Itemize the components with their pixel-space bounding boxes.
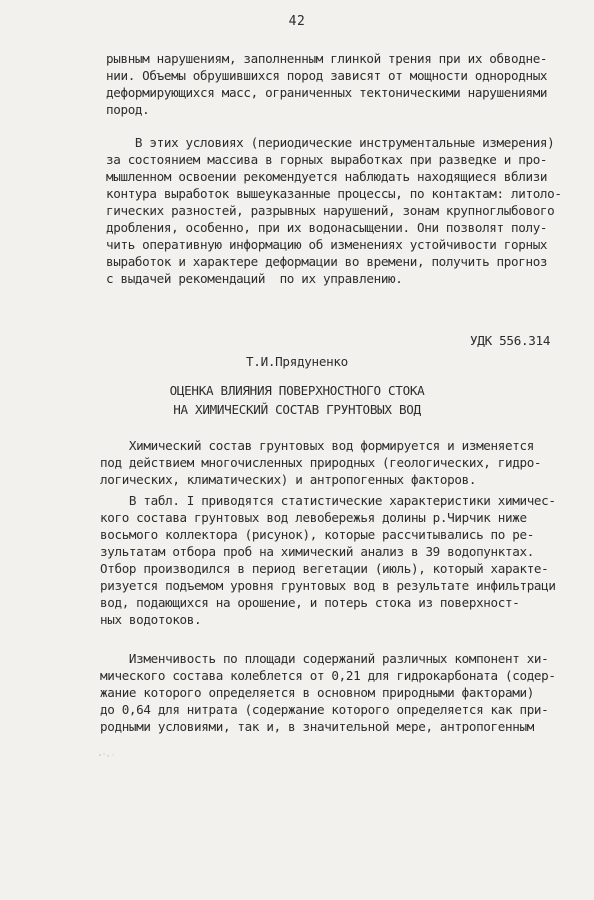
text-line: вод, подающихся на орошение, и потерь стока из поверхност- <box>100 595 520 610</box>
text-line: родными условиями, так и, в значительной мере, антропогенным <box>100 719 534 734</box>
paragraph-monitoring <box>106 134 562 287</box>
paragraph-intro <box>100 437 541 488</box>
text-line: логических, климатических) и антропогенных факторов. <box>100 472 477 487</box>
text-line: Химический состав грунтовых вод формируется и изменяется <box>100 438 534 453</box>
title-line: НА ХИМИЧЕСКИЙ СОСТАВ ГРУНТОВЫХ ВОД <box>173 402 421 417</box>
text-line: чить оперативную информацию об изменениях устойчивости горных <box>106 237 548 252</box>
text-line: мического состава колеблется от 0,21 для гидрокарбоната (содер- <box>100 668 556 683</box>
text-line: рывным нарушениям, заполненным глинкой трения при их обводне- <box>106 51 548 66</box>
text-line: дробления, особенно, при их водонасыщении. Они позволят полу- <box>106 220 548 235</box>
text-line: за состоянием массива в горных выработках при разведке и про- <box>106 152 548 167</box>
udk-code: УДК 556.314 <box>470 333 551 348</box>
article-author: Т.И.Прядуненко <box>246 354 348 369</box>
text-line: до 0,64 для нитрата (содержание которого определяется как при- <box>100 702 549 717</box>
text-line: пород. <box>106 102 150 117</box>
article-title <box>0 381 594 419</box>
text-line: нии. Объемы обрушившихся пород зависят от мощности однородных <box>106 68 548 83</box>
text-line: деформирующихся масс, ограниченных тектоническими нарушениями <box>106 85 548 100</box>
text-line: гических разностей, разрывных нарушений, зонам крупноглыбового <box>106 203 555 218</box>
text-line: ризуется подъемом уровня грунтовых вод в результате инфильтраци <box>100 578 556 593</box>
paragraph-table-description <box>100 492 556 628</box>
text-line: с выдачей рекомендаций по их управлению. <box>106 271 403 286</box>
text-line: ных водотоков. <box>100 612 202 627</box>
text-line: В этих условиях (периодические инструментальные измерения) <box>106 135 555 150</box>
text-line: восьмого коллектора (рисунок), которые рассчитывались по ре- <box>100 527 534 542</box>
text-line: жание которого определяется в основном природными факторами) <box>100 685 534 700</box>
text-line: контура выработок вышеуказанные процессы, по контактам: литоло- <box>106 186 562 201</box>
text-line: кого состава грунтовых вод левобережья долины р.Чирчик ниже <box>100 510 527 525</box>
text-line: Изменчивость по площади содержаний различных компонент хи- <box>100 651 549 666</box>
text-line: выработок и характере деформации во времени, получить прогноз <box>106 254 548 269</box>
paragraph-variability <box>100 650 556 735</box>
text-line: Отбор производился в период вегетации (июль), который характе- <box>100 561 549 576</box>
paper-specks <box>98 752 118 758</box>
text-line: В табл. I приводятся статистические характеристики химичес- <box>100 493 556 508</box>
text-line: мышленном освоении рекомендуется наблюдать находящиеся вблизи <box>106 169 548 184</box>
paragraph-continued <box>106 50 547 118</box>
text-line: зультатам отбора проб на химический анализ в 39 водопунктах. <box>100 544 534 559</box>
page-number: 42 <box>288 14 306 29</box>
text-line: под действием многочисленных природных (геологических, гидро- <box>100 455 542 470</box>
title-line: ОЦЕНКА ВЛИЯНИЯ ПОВЕРХНОСТНОГО СТОКА <box>169 383 425 398</box>
